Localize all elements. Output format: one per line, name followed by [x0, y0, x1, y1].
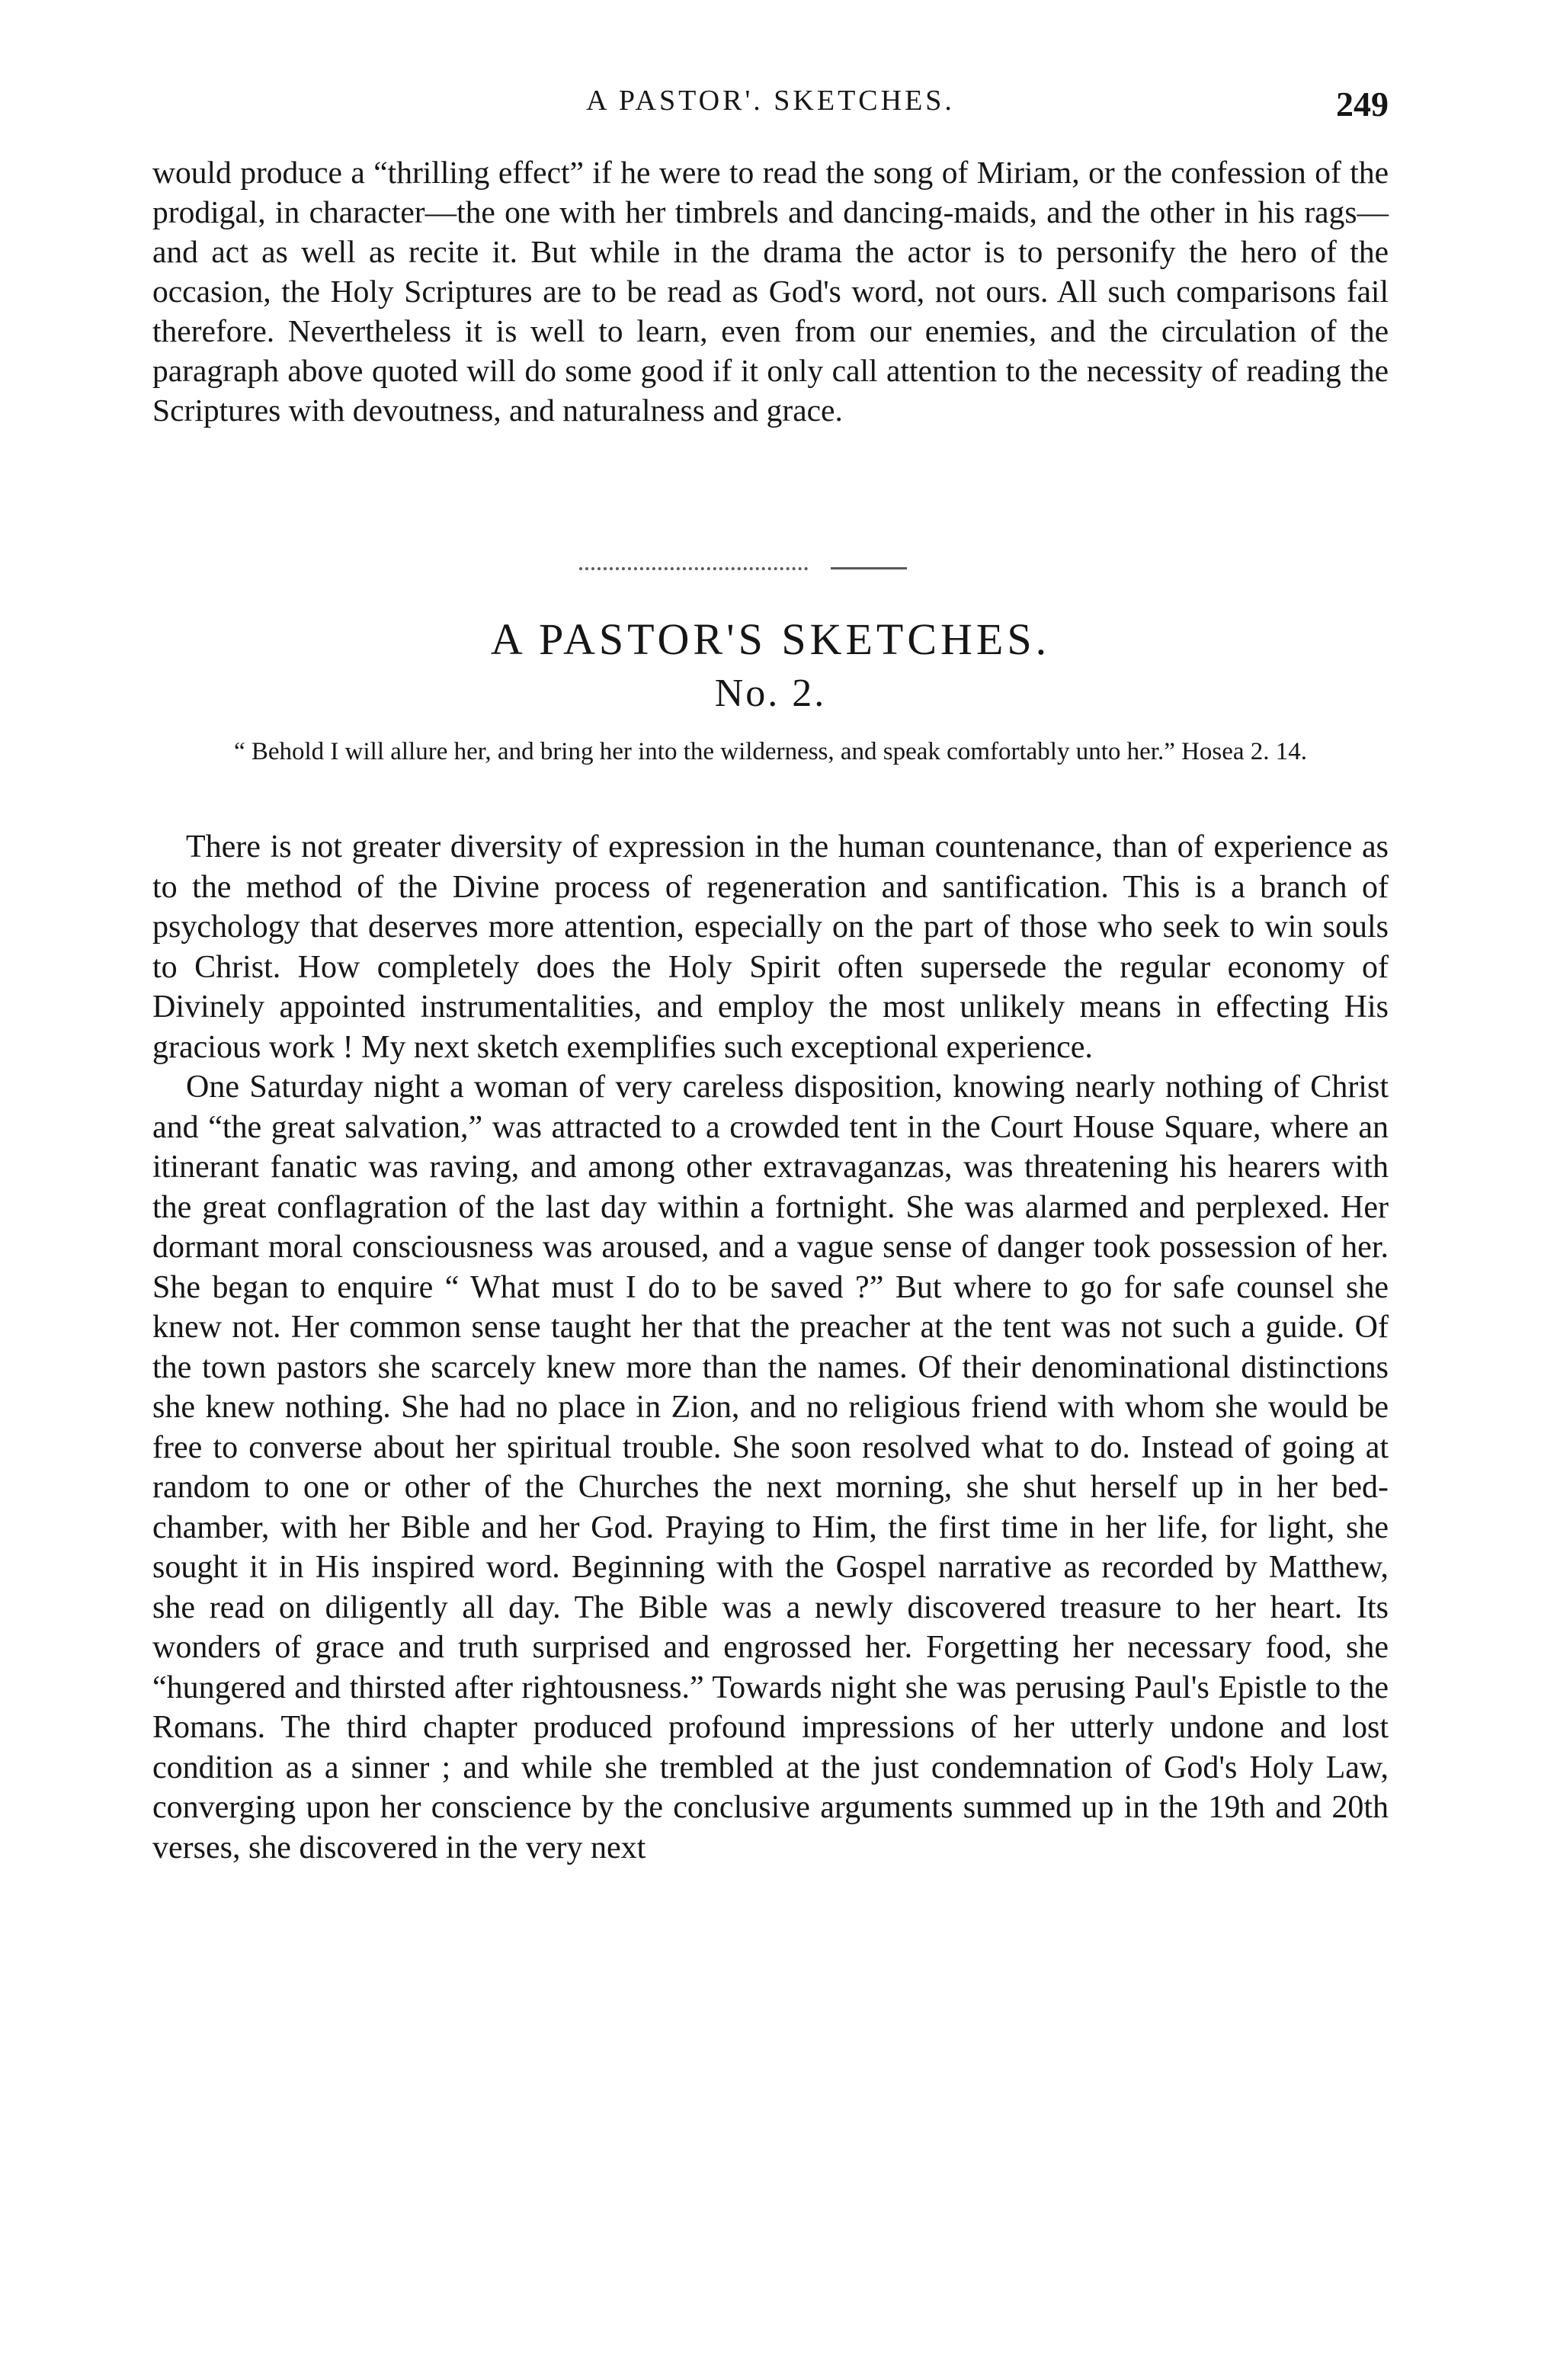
separator-dash: [831, 567, 907, 569]
section-number: No. 2.: [714, 672, 827, 715]
page-header: [152, 84, 1389, 130]
section-separator: [579, 563, 922, 573]
body-paragraph: One Saturday night a woman of very careless disposition, knowing nearly nothing of Christ and “the great salvation,” was attracted to a crowded tent in the Court House Square, where an itinerant fanatic was raving, and among other extravaganzas, was threatening his hearers with the great conflagration of the last day within a fortnight. She was alarmed and perplexed. Her dormant moral consciousness was aroused, and a vague sense of danger took possession of her. She began to enquire “ What must I do to be saved ?” But where to go for safe counsel she knew not. Her common sense taught her that the preacher at the tent was not such a guide. Of the town pastors she scarcely knew more than the names. Of their denominational distinctions she knew nothing. She had no place in Zion, and no religious friend with whom she would be free to converse about her spiritual trouble. She soon resolved what to do. Instead of going at random to one or other of the Churches the next morning, she shut herself up in her bed-chamber, with her Bible and her God. Praying to Him, the first time in her life, for light, she sought it in His inspired word. Beginning with the Gospel narrative as recorded by Matthew, she read on diligently all day. The Bible was a newly discovered treasure to her heart. Its wonders of grace and truth surprised and engrossed her. Forgetting her necessary food, she “hungered and thirsted after rightousness.” Towards night she was perusing Paul's Epistle to the Romans. The third chapter produced profound impressions of her utterly undone and lost condition as a sinner ; and while she trembled at the just condemnation of God's Holy Law, converging upon her conscience by the conclusive arguments summed up in the 19th and 20th verses, she discovered in the very next: [152, 1070, 1389, 1865]
intro-text-block: [152, 152, 1389, 430]
epigraph: “ Behold I will allure her, and bring her into the wilderness, and speak comfortably unto her.” Hosea 2. 14.: [233, 738, 1308, 765]
separator-dots: [579, 567, 808, 570]
page-number: 249: [1336, 85, 1389, 123]
body-paragraph: There is not greater diversity of expression in the human countenance, than of experience as to the method of the Divine process of regeneration and santification. This is a branch of psychology that deserves more attention, especially on the part of those who seek to win souls to Christ. How completely does the Holy Spirit often supersede the regular economy of Divinely appointed instrumentalities, and employ the most unlikely means in effecting His gracious work ! My next sketch exemplifies such exceptional experience.: [152, 829, 1389, 1065]
intro-paragraph: would produce a “thrilling effect” if he were to read the song of Miriam, or the confession of the prodigal, in character—the one with her timbrels and dancing-maids, and the other in his rags—and act as well as recite it. But while in the drama the actor is to personify the hero of the occasion, the Holy Scriptures are to be read as God's word, not ours. All such comparisons fail therefore. Nevertheless it is well to learn, even from our enemies, and the circulation of the paragraph above quoted will do some good if it only call attention to the necessity of reading the Scriptures with devoutness, and naturalness and grace.: [152, 155, 1389, 428]
body-text-block: [152, 827, 1389, 1868]
running-head: A PASTOR'. SKETCHES.: [586, 85, 955, 117]
section-title: A PASTOR'S SKETCHES.: [490, 614, 1051, 664]
